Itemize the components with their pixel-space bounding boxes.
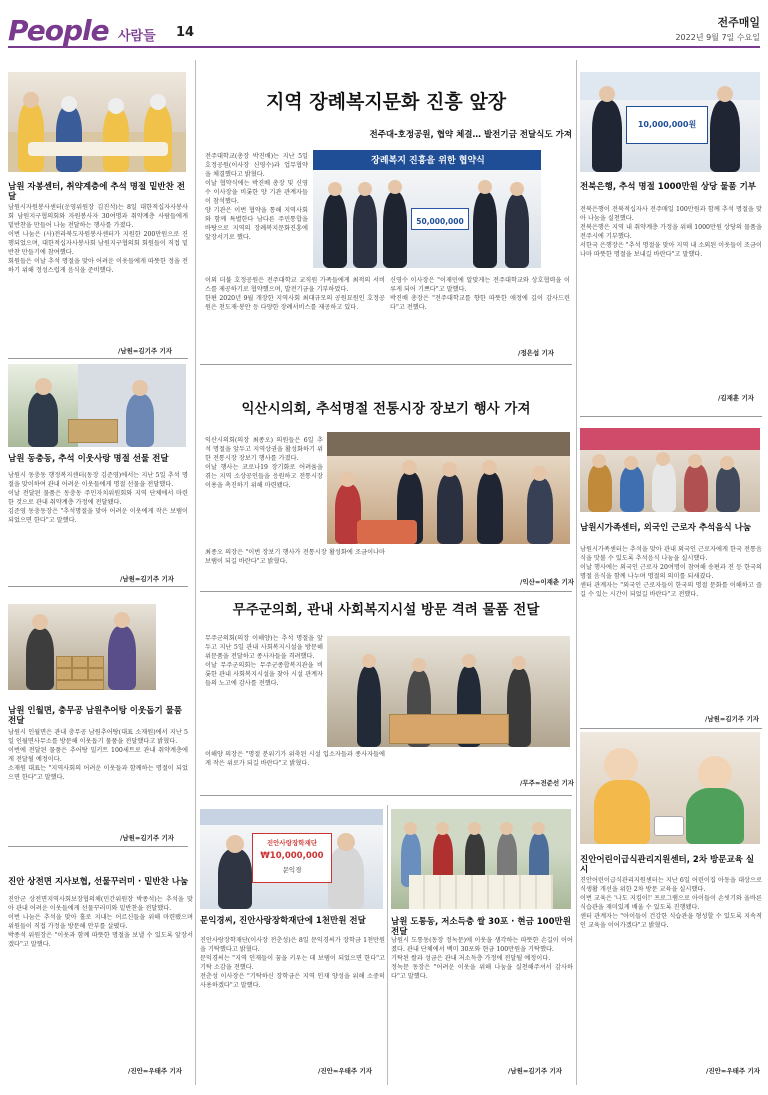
- check-name: 문익경: [282, 866, 302, 874]
- headline-family-center: 남원시가족센터, 외국인 근로자 추석음식 나눔: [580, 523, 752, 533]
- paragraph: 센터 관계자는 "아이들이 건강한 식습관을 형성할 수 있도록 지속적인 교육을 이어가겠다"고 밝혔다.: [580, 913, 762, 929]
- article-iksan-col2: [205, 548, 385, 576]
- lead-headline: 지역 장례복지문화 진흥 앞장: [265, 91, 507, 113]
- paragraph: 양 기관은 이번 협약을 통해 지역사회와 함께 특별한다 남다른 주민통합을 바탕으로 지역의 장례복지문화진흥에 앞장서기로 했다.: [205, 207, 308, 241]
- check-amount: 50,000,000: [416, 217, 464, 226]
- headline-iksan-market: 익산시의회, 추석명절 전통시장 장보기 행사 가져: [241, 401, 531, 417]
- article-namwon-volunteer: [8, 203, 188, 343]
- headline-inwol: 남원 인월면, 충무공 남원추어탕 이웃돕기 물품 전달: [8, 706, 183, 726]
- paragraph: 회원들은 이날 추석 명절을 맞아 어려운 이웃들에게 따뜻한 정을 전하기 위해 정성스럽게 음식을 준비했다.: [8, 258, 188, 274]
- photo-iksan-market: [327, 432, 570, 544]
- byline: /남원=김기주 기자: [118, 347, 173, 355]
- photo-scholarship: [200, 809, 383, 909]
- byline: /남원=김기주 기자: [120, 575, 175, 583]
- byline: /진안=우태주 기자: [128, 1067, 183, 1075]
- article-dotong: [391, 936, 573, 1064]
- paragraph: 남원시 인월면은 관내 충무공 남원추어탕(대표 소재원)에서 지난 5일 인월면사무소를 방문해 이웃돕기 물품을 전달했다고 밝혔다.: [8, 729, 188, 745]
- paragraph: 전춘성 이사장은 "기탁하신 장학금은 지역 인재 양성을 위해 소중히 사용하겠다"고 말했다.: [200, 973, 385, 989]
- divider: [200, 591, 572, 592]
- headline-child-meal: 진안어린이급식관리지원센터, 2차 방문교육 실시: [580, 855, 755, 875]
- scholarship-check-board: [252, 833, 332, 883]
- byline: /익산=이재춘 기자: [520, 578, 575, 586]
- lead-subhead: 전주대-호정공원, 협약 체결… 발전기금 전달식도 가져: [369, 130, 572, 140]
- byline: /남원=김기주 기자: [120, 834, 175, 842]
- divider: [200, 795, 572, 796]
- photo-muju-visit: [327, 636, 570, 747]
- headline-dotong: 남원 도통동, 저소득층 쌀 30포 · 현금 100만원 전달: [391, 917, 571, 937]
- check-amount: ₩10,000,000: [260, 851, 324, 861]
- paragraph: 정녹문 동장은 "어려운 이웃을 위해 나눔을 실천해주셔서 감사하다"고 말했다.: [391, 964, 573, 980]
- byline: /김재훈 기자: [718, 394, 755, 402]
- check-amount: 10,000,000원: [637, 120, 697, 129]
- section-title-ko: 사람들: [118, 29, 156, 44]
- paragraph: 이날 협약식에는 박진배 총장 및 신영수 이사장을 비롯한 양 기관 관계자들이 참석했다.: [205, 180, 308, 205]
- paragraph: 최종오 의장은 "이번 장보기 행사가 전통시장 활성화에 조금이나마 보탬이 되길 바란다"고 밝혔다.: [205, 549, 385, 565]
- byline: /남원=김기주 기자: [508, 1067, 563, 1075]
- paragraph: 문익경씨는 "지역 인재들이 꿈을 키우는 데 보탬이 되었으면 한다"고 기탁 소감을 전했다.: [200, 955, 385, 971]
- headline-scholarship: 문익경씨, 진안사랑장학재단에 1천만원 전달: [200, 916, 366, 926]
- headline-sangjeon: 진안 상전면 지사보협, 선물꾸러미 · 밑반찬 나눔: [8, 877, 189, 887]
- paragraph: 김준영 동충동장은 "추석명절을 맞아 어려운 이웃에게 작은 보탬이 되었으면 한다"고 말했다.: [8, 508, 188, 524]
- paragraph: 센터 관계자는 "외국인 근로자들이 한국의 명절 문화를 이해하고 즐길 수 있는 시간이 되었길 바란다"고 전했다.: [580, 582, 762, 598]
- paragraph: 박종석 위원장은 "이웃과 함께 따뜻한 명절을 보낼 수 있도록 앞장서겠다"고 말했다.: [8, 932, 193, 948]
- paragraph: 남원시 동충동 행정복지센터(동장 김준영)에서는 지난 5일 추석 명절을 맞이하여 관내 어려운 이웃들에게 명절 선물을 전달했다.: [8, 472, 188, 488]
- paragraph: 서한국 은행장은 "추석 명절을 맞아 지역 내 소외된 이웃들이 조금이나마 따뜻한 명절을 보내길 바란다"고 말했다.: [580, 242, 762, 258]
- issue-date: 2022년 9월 7일 수요일: [675, 33, 760, 42]
- paragraph: 이날 무주군의회는 무주군종합복지관을 비롯한 관내 사회복지시설을 찾아 시설 관계자들의 노고에 감사를 전했다.: [205, 662, 323, 687]
- paragraph: 이날 행사에는 외국인 근로자 20여명이 참여해 송편과 전 등 한국의 명절 음식을 함께 나누며 명절의 의미를 되새겼다.: [580, 564, 762, 580]
- photo-inwol-donation: [8, 604, 156, 690]
- lead-banner-text: 장례복지 진흥을 위한 협약식: [371, 156, 485, 166]
- article-family-center: [580, 545, 762, 710]
- paragraph: 이날 전달된 물품은 동충동 주민자치위원회와 지역 단체에서 마련한 것으로 관내 취약계층 가정에 전달됐다.: [8, 490, 188, 506]
- article-inwol: [8, 728, 188, 830]
- byline: /무주=전준선 기자: [520, 779, 575, 787]
- photo-lead-agreement: [313, 150, 541, 268]
- paragraph: 전북은행은 지역 내 취약계층 가정을 위해 1000만원 상당의 물품을 전주시에 기부했다.: [580, 224, 762, 240]
- paragraph: 남원시가족센터는 추석을 맞아 관내 외국인 근로자에게 한국 전통음식을 맛볼 수 있도록 추석음식 나눔을 실시했다.: [580, 546, 762, 562]
- divider: [8, 358, 188, 359]
- check-label: 진안사랑장학재단: [266, 839, 318, 847]
- article-jeonbuk-bank: [580, 205, 762, 390]
- paragraph: 진안사랑장학재단(이사장 전춘성)은 8일 문익경씨가 장학금 1천만원을 기탁했다고 밝혔다.: [200, 937, 385, 953]
- photo-jeonbuk-bank: [580, 72, 760, 172]
- photo-rice-donation: [391, 809, 571, 909]
- paragraph: 기탁된 쌀과 성금은 관내 저소득층 가정에 전달될 예정이다.: [391, 955, 551, 962]
- paragraph: 이번 교육은 '나도 지킴이!' 프로그램으로 아이들이 손씻기와 올바른 식습관을 재미있게 배울 수 있도록 진행됐다.: [580, 895, 762, 911]
- divider: [580, 728, 762, 729]
- paragraph: 한편 2020년 9월 개장한 지역사회 최대규모의 공원묘원인 호정공원은 천도재·봉안 등 다양한 장례서비스를 제공하고 있다.: [205, 295, 385, 311]
- article-sangjeon: [8, 895, 193, 1065]
- byline: /진안=우태주 기자: [318, 1067, 373, 1075]
- lead-article-col2: [205, 276, 385, 348]
- photo-kids-education: [580, 732, 760, 844]
- paragraph: 소재원 대표는 "지역사회의 어려운 이웃들과 함께하는 명절이 되었으면 한다"고 말했다.: [8, 765, 188, 781]
- divider: [200, 364, 572, 365]
- divider: [8, 846, 188, 847]
- paragraph: 전북은행이 전북적십자사 전주매일 100만원과 함께 추석 명절을 맞아 나눔을 실천했다.: [580, 206, 762, 222]
- photo-volunteers-cooking: [8, 72, 186, 172]
- headline-dongchung: 남원 동충동, 추석 이웃사랑 명절 선물 전달: [8, 454, 169, 464]
- masthead: [8, 14, 760, 48]
- headline-namwon-volunteer: 남원 자봉센터, 취약계층에 추석 명절 밑반찬 전달: [8, 182, 185, 202]
- article-dongchung: [8, 471, 188, 571]
- paper-name: 전주매일: [717, 16, 760, 29]
- photo-dongchung-gifts: [8, 364, 186, 447]
- column-divider: [195, 60, 196, 1085]
- page-number: 14: [176, 25, 195, 40]
- lead-article-col1: [205, 152, 308, 272]
- paragraph: 전주대학교(총장 박진배)는 지난 5일 호정공원(이사장 신영수)과 업무협약을 체결했다고 밝혔다.: [205, 153, 308, 178]
- paragraph: 이번 나눔은 추석을 맞아 홀로 지내는 어르신들을 위해 마련됐으며 위원들이 직접 가정을 방문해 안부를 살폈다.: [8, 914, 193, 930]
- byline: /진안=우태주 기자: [706, 1067, 761, 1075]
- headline-muju: 무주군의회, 관내 사회복지시설 방문 격려 물품 전달: [232, 602, 540, 618]
- byline: /남원=김기주 기자: [705, 715, 760, 723]
- paragraph: 이해양 의장은 "명절 분위기가 위축된 시설 입소자들과 종사자들에게 작은 위로가 되길 바란다"고 밝혔다.: [205, 751, 385, 767]
- paragraph: 익산시의회(의장 최종오) 의원들은 6일 추석 명절을 앞두고 지역상권을 활성화하기 위한 전통시장 장보기 행사를 가졌다.: [205, 437, 323, 462]
- paragraph: 남원시자원봉사센터(운영위원장 김진석)는 8일 대한적십자사봉사회 남원지구협의회와 자원봉사자 30여명과 취약계층 사람들에게 밑반찬을 만들어 나눔 전달하는 행사를 가졌다.: [8, 204, 188, 229]
- paragraph: 남원시 도통동(동장 정녹문)에 이웃을 생각하는 따뜻한 손길이 이어졌다. 관내 단체에서 백미 30포와 현금 100만원을 기탁했다.: [391, 937, 573, 953]
- paragraph: 이외 더불 호정공원은 전주대학교 교직원 가족들에게 최적의 서비스를 제공하기로 협약했으며, 발전기금을 기부하였다.: [205, 277, 385, 293]
- article-scholarship: [200, 936, 385, 1064]
- paragraph: 이날 행사는 코로나19 장기화로 어려움을 겪는 지역 소상공인들을 응원하고 전통시장 이용을 촉진하기 위해 마련됐다.: [205, 464, 323, 489]
- photo-family-center: [580, 428, 760, 512]
- paragraph: 신영수 이사장은 "이재민에 알맞게는 전주대학교와 상호협력을 이루게 되어 기쁘다"고 말했다.: [390, 277, 570, 293]
- byline: /정은섭 기자: [518, 349, 555, 357]
- section-title-en: People: [8, 14, 109, 47]
- bank-check-board: [626, 106, 708, 144]
- article-child-meal: [580, 876, 762, 1064]
- paragraph: 진안어린이급식관리지원센터는 지난 6일 어린이집 아동을 대상으로 식생활 개선을 위한 2차 방문 교육을 실시했다.: [580, 877, 762, 893]
- paragraph: 진안군 상전면지역사회보장협의체(민간위원장 박종석)는 추석을 맞아 관내 어려운 이웃들에게 선물꾸러미와 밑반찬을 전달했다.: [8, 896, 193, 912]
- article-muju-col2: [205, 750, 385, 790]
- paragraph: 무주군의회(의장 이해양)는 추석 명절을 앞두고 지난 5일 관내 사회복지시설을 방문해 위문품을 전달하고 종사자들을 격려했다.: [205, 635, 323, 660]
- check-board: [411, 208, 469, 230]
- paragraph: 이번에 전달된 물품은 추어탕 밀키트 100세트로 관내 취약계층에게 전달될 예정이다.: [8, 747, 188, 763]
- lead-article-col3: [390, 276, 570, 348]
- column-divider: [576, 60, 577, 1085]
- divider: [580, 416, 762, 417]
- divider: [8, 586, 188, 587]
- paragraph: 이번 나눔은 (사)전라북도자원봉사센터가 지원한 200만원으로 진행되었으며, 대한적십자사봉사회 남원지구협의회 회원들이 직접 밑반찬 만들기에 참여했다.: [8, 231, 188, 256]
- headline-jeonbuk-bank: 전북은행, 추석 명절 1000만원 상당 물품 기부: [580, 182, 757, 192]
- column-divider: [387, 805, 388, 1085]
- paragraph: 박진배 총장은 "전주대학교를 향한 따뜻한 애정에 깊이 감사드린다"고 전했다.: [390, 295, 570, 311]
